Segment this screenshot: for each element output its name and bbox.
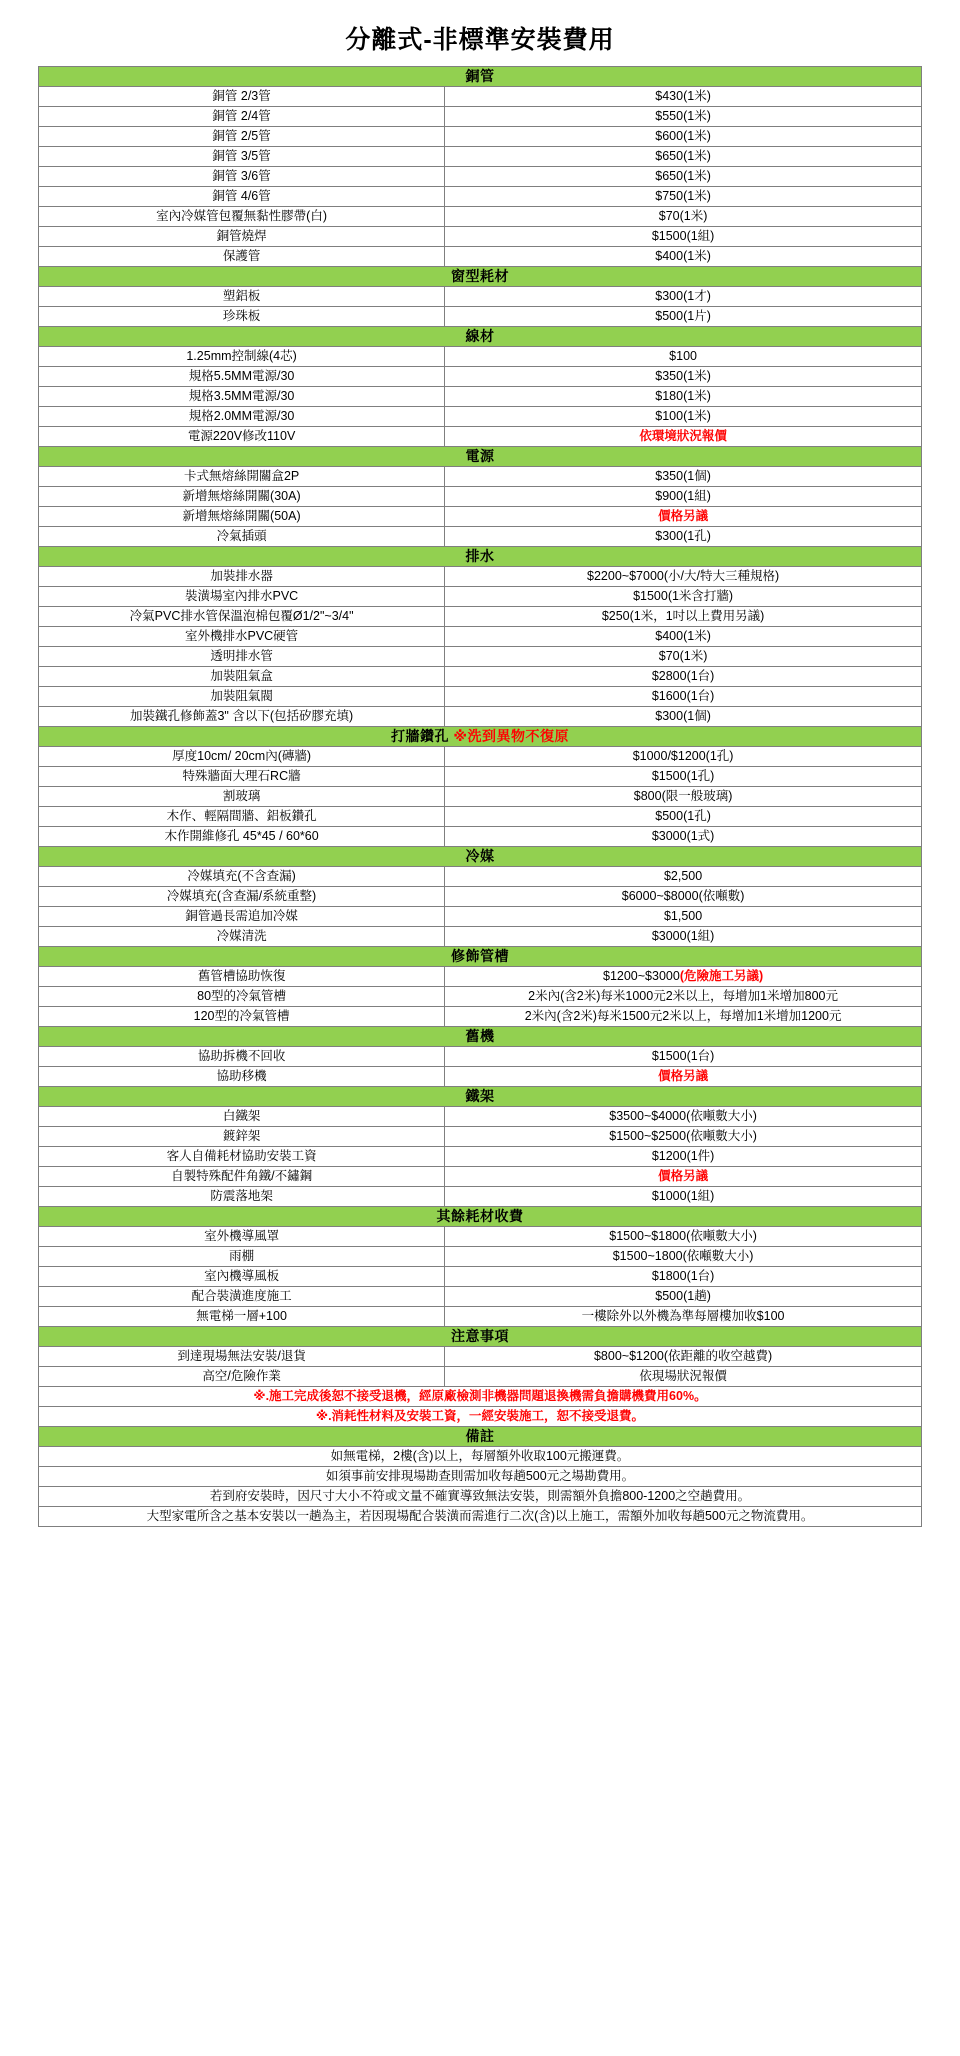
section-header-row bbox=[39, 1027, 922, 1047]
section-header: 其餘耗材收費 bbox=[39, 1207, 922, 1227]
item-value-text: $1200~$3000 bbox=[603, 969, 680, 983]
table-row bbox=[39, 107, 922, 127]
remark-row bbox=[39, 1487, 922, 1507]
table-row bbox=[39, 1247, 922, 1267]
item-label: 加裝排水器 bbox=[39, 567, 445, 587]
section-header: 備註 bbox=[39, 1427, 922, 1447]
item-label: 透明排水管 bbox=[39, 647, 445, 667]
table-row bbox=[39, 1307, 922, 1327]
table-row bbox=[39, 167, 922, 187]
item-value: $180(1米) bbox=[445, 387, 922, 407]
section-header-row bbox=[39, 847, 922, 867]
table-row bbox=[39, 1047, 922, 1067]
item-value: $1500(1組) bbox=[445, 227, 922, 247]
item-value: $1800(1台) bbox=[445, 1267, 922, 1287]
section-header bbox=[39, 727, 922, 747]
table-row bbox=[39, 767, 922, 787]
item-label: 室外機排水PVC硬管 bbox=[39, 627, 445, 647]
table-row bbox=[39, 1167, 922, 1187]
item-label: 鍍鋅架 bbox=[39, 1127, 445, 1147]
item-label: 120型的冷氣管槽 bbox=[39, 1007, 445, 1027]
item-value: $2800(1台) bbox=[445, 667, 922, 687]
section-header: 修飾管槽 bbox=[39, 947, 922, 967]
item-value: $550(1米) bbox=[445, 107, 922, 127]
item-label: 銅管 3/6管 bbox=[39, 167, 445, 187]
table-row bbox=[39, 287, 922, 307]
item-label: 厚度10cm/ 20cm內(磚牆) bbox=[39, 747, 445, 767]
item-label: 冷媒清洗 bbox=[39, 927, 445, 947]
item-value: $350(1米) bbox=[445, 367, 922, 387]
table-row bbox=[39, 127, 922, 147]
item-value bbox=[445, 967, 922, 987]
table-row bbox=[39, 587, 922, 607]
table-row bbox=[39, 1127, 922, 1147]
item-value: 價格另議 bbox=[445, 1067, 922, 1087]
table-row bbox=[39, 1227, 922, 1247]
section-header: 鐵架 bbox=[39, 1087, 922, 1107]
item-value: $1200(1件) bbox=[445, 1147, 922, 1167]
item-value: $1500(1台) bbox=[445, 1047, 922, 1067]
item-value: $2,500 bbox=[445, 867, 922, 887]
item-label: 協助拆機不回收 bbox=[39, 1047, 445, 1067]
table-row bbox=[39, 687, 922, 707]
section-header-row bbox=[39, 1427, 922, 1447]
table-row bbox=[39, 407, 922, 427]
item-label: 電源220V修改110V bbox=[39, 427, 445, 447]
item-label: 木作開維修孔 45*45 / 60*60 bbox=[39, 827, 445, 847]
item-value: $500(1孔) bbox=[445, 807, 922, 827]
section-header-text: 打牆鑽孔 bbox=[390, 728, 454, 744]
table-row bbox=[39, 367, 922, 387]
item-label: 雨棚 bbox=[39, 1247, 445, 1267]
remark-row bbox=[39, 1447, 922, 1467]
item-label: 規格3.5MM電源/30 bbox=[39, 387, 445, 407]
section-header-row bbox=[39, 547, 922, 567]
item-value: $3000(1組) bbox=[445, 927, 922, 947]
item-label: 銅管 4/6管 bbox=[39, 187, 445, 207]
section-header-warning: ※洗到異物不復原 bbox=[453, 728, 569, 744]
item-label: 加裝阻氣盒 bbox=[39, 667, 445, 687]
item-label: 白鐵架 bbox=[39, 1107, 445, 1127]
item-value: $800~$1200(依距離的收空越費) bbox=[445, 1347, 922, 1367]
table-row bbox=[39, 427, 922, 447]
item-value: $750(1米) bbox=[445, 187, 922, 207]
section-header-row bbox=[39, 947, 922, 967]
item-label: 協助移機 bbox=[39, 1067, 445, 1087]
section-header: 舊機 bbox=[39, 1027, 922, 1047]
remark-text: 若到府安裝時，因尺寸大小不符或文量不確實導致無法安裝，則需額外負擔800-1200之空趟費用。 bbox=[39, 1487, 922, 1507]
item-label: 特殊牆面大理石RC牆 bbox=[39, 767, 445, 787]
remark-row bbox=[39, 1507, 922, 1527]
item-value: $2200~$7000(小/大/特大三種規格) bbox=[445, 567, 922, 587]
item-label: 保護管 bbox=[39, 247, 445, 267]
item-value: 2米內(含2米)每米1500元2米以上，每增加1米增加1200元 bbox=[445, 1007, 922, 1027]
item-value: $250(1米，1吋以上費用另議) bbox=[445, 607, 922, 627]
section-header-row bbox=[39, 727, 922, 747]
item-value: $3000(1式) bbox=[445, 827, 922, 847]
item-label: 新增無熔絲開關(50A) bbox=[39, 507, 445, 527]
table-row bbox=[39, 527, 922, 547]
item-label: 防震落地架 bbox=[39, 1187, 445, 1207]
section-header: 排水 bbox=[39, 547, 922, 567]
item-label: 1.25mm控制線(4芯) bbox=[39, 347, 445, 367]
item-value: $500(1趟) bbox=[445, 1287, 922, 1307]
table-row bbox=[39, 887, 922, 907]
section-header: 冷媒 bbox=[39, 847, 922, 867]
remark-text: 如須事前安排現場勘查則需加收每趟500元之場勘費用。 bbox=[39, 1467, 922, 1487]
item-label: 珍珠板 bbox=[39, 307, 445, 327]
notice-text: ※.消耗性材料及安裝工資，一經安裝施工，恕不接受退費。 bbox=[39, 1407, 922, 1427]
item-value: $1600(1台) bbox=[445, 687, 922, 707]
table-row bbox=[39, 1347, 922, 1367]
item-label: 銅管過長需追加冷媒 bbox=[39, 907, 445, 927]
item-label: 銅管 2/5管 bbox=[39, 127, 445, 147]
item-label: 配合裝潢進度施工 bbox=[39, 1287, 445, 1307]
price-table bbox=[38, 66, 922, 1527]
section-header-row bbox=[39, 1207, 922, 1227]
section-header: 線材 bbox=[39, 327, 922, 347]
table-row bbox=[39, 207, 922, 227]
item-value: $70(1米) bbox=[445, 207, 922, 227]
item-label: 割玻璃 bbox=[39, 787, 445, 807]
item-label: 室外機導風罩 bbox=[39, 1227, 445, 1247]
item-value: $900(1組) bbox=[445, 487, 922, 507]
item-label: 銅管 3/5管 bbox=[39, 147, 445, 167]
table-row bbox=[39, 487, 922, 507]
item-value: $400(1米) bbox=[445, 627, 922, 647]
item-value: $600(1米) bbox=[445, 127, 922, 147]
item-value: $6000~$8000(依噸數) bbox=[445, 887, 922, 907]
table-row bbox=[39, 1267, 922, 1287]
item-label: 加裝鐵孔修飾蓋3" 含以下(包括矽膠充填) bbox=[39, 707, 445, 727]
item-label: 客人自備耗材協助安裝工資 bbox=[39, 1147, 445, 1167]
item-value: $300(1孔) bbox=[445, 527, 922, 547]
table-row bbox=[39, 807, 922, 827]
item-value: 價格另議 bbox=[445, 1167, 922, 1187]
table-row bbox=[39, 567, 922, 587]
item-label: 舊管槽協助恢復 bbox=[39, 967, 445, 987]
item-label: 規格2.0MM電源/30 bbox=[39, 407, 445, 427]
table-row bbox=[39, 907, 922, 927]
item-value: 一樓除外以外機為準每層樓加收$100 bbox=[445, 1307, 922, 1327]
table-row bbox=[39, 967, 922, 987]
item-value: 價格另議 bbox=[445, 507, 922, 527]
table-row bbox=[39, 927, 922, 947]
table-row bbox=[39, 1287, 922, 1307]
section-header-row bbox=[39, 1087, 922, 1107]
table-row bbox=[39, 827, 922, 847]
item-label: 銅管 2/3管 bbox=[39, 87, 445, 107]
item-value: $300(1個) bbox=[445, 707, 922, 727]
item-value: $100 bbox=[445, 347, 922, 367]
table-row bbox=[39, 787, 922, 807]
item-value: $1500(1米含打牆) bbox=[445, 587, 922, 607]
item-value: $70(1米) bbox=[445, 647, 922, 667]
section-header-row bbox=[39, 327, 922, 347]
table-row bbox=[39, 987, 922, 1007]
item-value: $1,500 bbox=[445, 907, 922, 927]
item-label: 木作、輕隔間牆、鋁板鑽孔 bbox=[39, 807, 445, 827]
item-label: 規格5.5MM電源/30 bbox=[39, 367, 445, 387]
table-row bbox=[39, 647, 922, 667]
remark-text: 大型家電所含之基本安裝以一趟為主，若因現場配合裝潢而需進行二次(含)以上施工，需額外加收每趟500元之物流費用。 bbox=[39, 1507, 922, 1527]
item-value: $1000(1組) bbox=[445, 1187, 922, 1207]
item-label: 高空/危險作業 bbox=[39, 1367, 445, 1387]
table-row bbox=[39, 667, 922, 687]
item-label: 冷氣PVC排水管保溫泡棉包覆Ø1/2"~3/4" bbox=[39, 607, 445, 627]
item-value: $100(1米) bbox=[445, 407, 922, 427]
section-header-row bbox=[39, 447, 922, 467]
item-label: 冷媒填充(含查漏/系統重整) bbox=[39, 887, 445, 907]
item-label: 卡式無熔絲開關盒2P bbox=[39, 467, 445, 487]
section-header: 注意事項 bbox=[39, 1327, 922, 1347]
item-label: 自製特殊配件角鐵/不鏽鋼 bbox=[39, 1167, 445, 1187]
table-row bbox=[39, 247, 922, 267]
table-row bbox=[39, 227, 922, 247]
item-label: 裝潢場室內排水PVC bbox=[39, 587, 445, 607]
table-row bbox=[39, 187, 922, 207]
item-value: $1500(1孔) bbox=[445, 767, 922, 787]
table-row bbox=[39, 1187, 922, 1207]
table-row bbox=[39, 347, 922, 367]
table-row bbox=[39, 1007, 922, 1027]
table-row bbox=[39, 507, 922, 527]
item-value-note: (危險施工另議) bbox=[679, 969, 764, 983]
section-header: 電源 bbox=[39, 447, 922, 467]
table-row bbox=[39, 707, 922, 727]
item-value: $650(1米) bbox=[445, 147, 922, 167]
table-row bbox=[39, 307, 922, 327]
item-value: $1500~1800(依噸數大小) bbox=[445, 1247, 922, 1267]
section-header: 銅管 bbox=[39, 67, 922, 87]
table-row bbox=[39, 467, 922, 487]
item-label: 室內機導風板 bbox=[39, 1267, 445, 1287]
notice-text: ※.施工完成後恕不接受退機，經原廠檢測非機器問題退換機需負擔購機費用60%。 bbox=[39, 1387, 922, 1407]
table-row bbox=[39, 747, 922, 767]
table-row bbox=[39, 1067, 922, 1087]
item-label: 冷氣插頭 bbox=[39, 527, 445, 547]
section-header-row bbox=[39, 67, 922, 87]
section-header-row bbox=[39, 267, 922, 287]
item-value: $1500~$2500(依噸數大小) bbox=[445, 1127, 922, 1147]
item-value: $350(1個) bbox=[445, 467, 922, 487]
item-value: 依環境狀況報價 bbox=[445, 427, 922, 447]
item-label: 塑鋁板 bbox=[39, 287, 445, 307]
item-label: 冷媒填充(不含查漏) bbox=[39, 867, 445, 887]
item-value: 2米內(含2米)每米1000元2米以上，每增加1米增加800元 bbox=[445, 987, 922, 1007]
item-label: 室內冷媒管包覆無黏性膠帶(白) bbox=[39, 207, 445, 227]
table-row bbox=[39, 1147, 922, 1167]
item-label: 無電梯一層+100 bbox=[39, 1307, 445, 1327]
table-row bbox=[39, 1367, 922, 1387]
item-label: 銅管燒焊 bbox=[39, 227, 445, 247]
table-row bbox=[39, 87, 922, 107]
table-row bbox=[39, 607, 922, 627]
item-label: 新增無熔絲開關(30A) bbox=[39, 487, 445, 507]
table-row bbox=[39, 867, 922, 887]
item-value: $800(限一般玻璃) bbox=[445, 787, 922, 807]
item-value: $500(1片) bbox=[445, 307, 922, 327]
item-value: $650(1米) bbox=[445, 167, 922, 187]
page-title: 分離式-非標準安裝費用 bbox=[345, 26, 615, 54]
section-header-row bbox=[39, 1327, 922, 1347]
item-value: $1000/$1200(1孔) bbox=[445, 747, 922, 767]
item-value: $400(1米) bbox=[445, 247, 922, 267]
notice-row bbox=[39, 1407, 922, 1427]
item-value: $300(1才) bbox=[445, 287, 922, 307]
item-value: $1500~$1800(依噸數大小) bbox=[445, 1227, 922, 1247]
item-label: 到達現場無法安裝/退貨 bbox=[39, 1347, 445, 1367]
remark-text: 如無電梯，2樓(含)以上，每層額外收取100元搬運費。 bbox=[39, 1447, 922, 1467]
table-row bbox=[39, 627, 922, 647]
table-row bbox=[39, 147, 922, 167]
item-label: 80型的冷氣管槽 bbox=[39, 987, 445, 1007]
item-value: $430(1米) bbox=[445, 87, 922, 107]
item-label: 銅管 2/4管 bbox=[39, 107, 445, 127]
item-label: 加裝阻氣閥 bbox=[39, 687, 445, 707]
notice-row bbox=[39, 1387, 922, 1407]
price-table-body bbox=[39, 67, 922, 1527]
item-value: 依現場狀況報價 bbox=[445, 1367, 922, 1387]
section-header: 窗型耗材 bbox=[39, 267, 922, 287]
item-value: $3500~$4000(依噸數大小) bbox=[445, 1107, 922, 1127]
table-row bbox=[39, 387, 922, 407]
table-row bbox=[39, 1107, 922, 1127]
remark-row bbox=[39, 1467, 922, 1487]
